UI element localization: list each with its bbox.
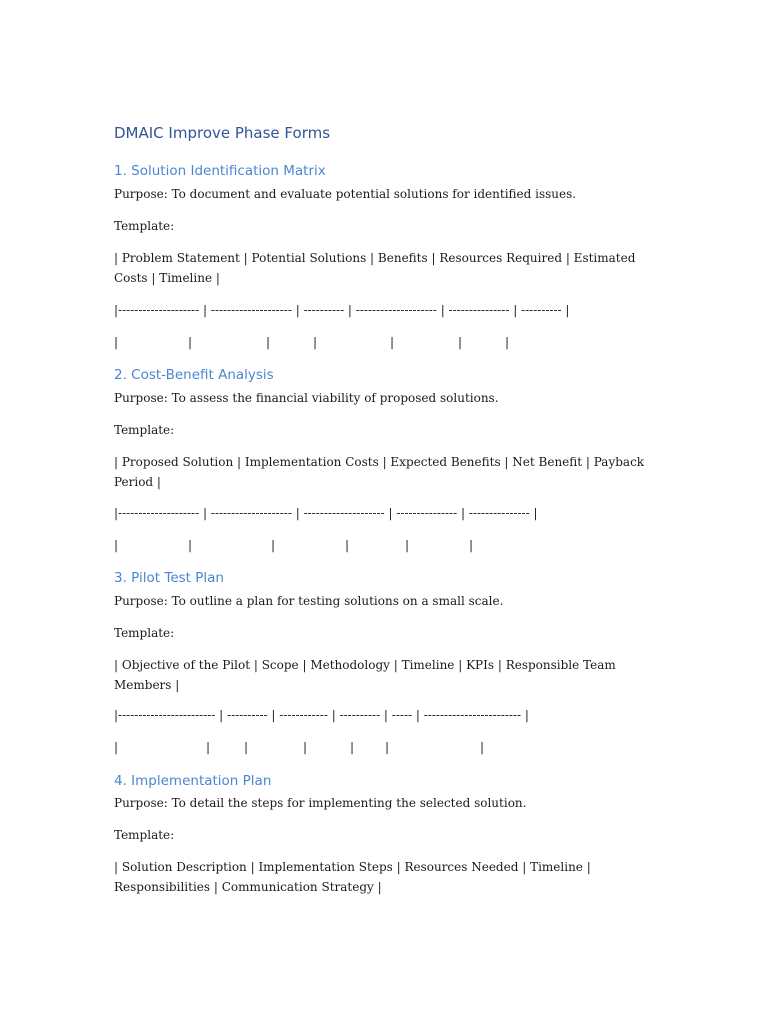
table-cell-separator: | [206, 740, 211, 754]
table-cell-separator: | [505, 335, 510, 349]
section-heading: 4. Implementation Plan [114, 773, 272, 789]
table-cell-separator: | [480, 740, 485, 754]
table-cell-separator: | [350, 740, 355, 754]
table-divider-row: |------------------------ | ---------- | ------------ | ---------- | ----- | ------------------------ | [114, 708, 529, 722]
table-cell-separator: | [244, 740, 249, 754]
table-empty-row [114, 332, 674, 352]
template-label: Template: [114, 423, 175, 437]
table-cell-separator: | [266, 335, 271, 349]
section-purpose: Purpose: To outline a plan for testing solutions on a small scale. [114, 594, 504, 608]
table-cell-separator: | [114, 740, 119, 754]
table-cell-separator: | [390, 335, 395, 349]
section-heading: 1. Solution Identification Matrix [114, 163, 326, 179]
table-cell-separator: | [405, 538, 410, 552]
section-purpose: Purpose: To detail the steps for implementing the selected solution. [114, 796, 527, 810]
table-cell-separator: | [313, 335, 318, 349]
table-divider-row: |-------------------- | -------------------- | -------------------- | --------------- | --------------- | [114, 506, 538, 520]
section-purpose: Purpose: To document and evaluate potential solutions for identified issues. [114, 187, 577, 201]
table-empty-row [114, 535, 674, 555]
table-cell-separator: | [188, 538, 193, 552]
table-cell-separator: | [114, 538, 119, 552]
table-cell-separator: | [188, 335, 193, 349]
table-header-row: | Proposed Solution | Implementation Costs | Expected Benefits | Net Benefit | Payback Period | [114, 455, 645, 489]
table-header-row: | Problem Statement | Potential Solutions | Benefits | Resources Required | Estimated Costs | Timeline | [114, 251, 636, 285]
table-cell-separator: | [385, 740, 390, 754]
table-header-row: | Solution Description | Implementation Steps | Resources Needed | Timeline | Responsibilities | Communication Strategy | [114, 860, 591, 894]
template-label: Template: [114, 626, 175, 640]
section-heading: 3. Pilot Test Plan [114, 570, 224, 586]
template-label: Template: [114, 828, 175, 842]
section-heading: 2. Cost-Benefit Analysis [114, 367, 274, 383]
table-cell-separator: | [469, 538, 474, 552]
table-cell-separator: | [303, 740, 308, 754]
table-cell-separator: | [114, 335, 119, 349]
table-divider-row: |-------------------- | -------------------- | ---------- | -------------------- | --------------- | ---------- | [114, 303, 570, 317]
table-empty-row [114, 737, 674, 757]
table-cell-separator: | [271, 538, 276, 552]
table-cell-separator: | [458, 335, 463, 349]
document-title: DMAIC Improve Phase Forms [114, 124, 331, 142]
section-purpose: Purpose: To assess the financial viability of proposed solutions. [114, 391, 499, 405]
template-label: Template: [114, 219, 175, 233]
table-header-row: | Objective of the Pilot | Scope | Methodology | Timeline | KPIs | Responsible Team Members | [114, 658, 616, 692]
table-cell-separator: | [345, 538, 350, 552]
